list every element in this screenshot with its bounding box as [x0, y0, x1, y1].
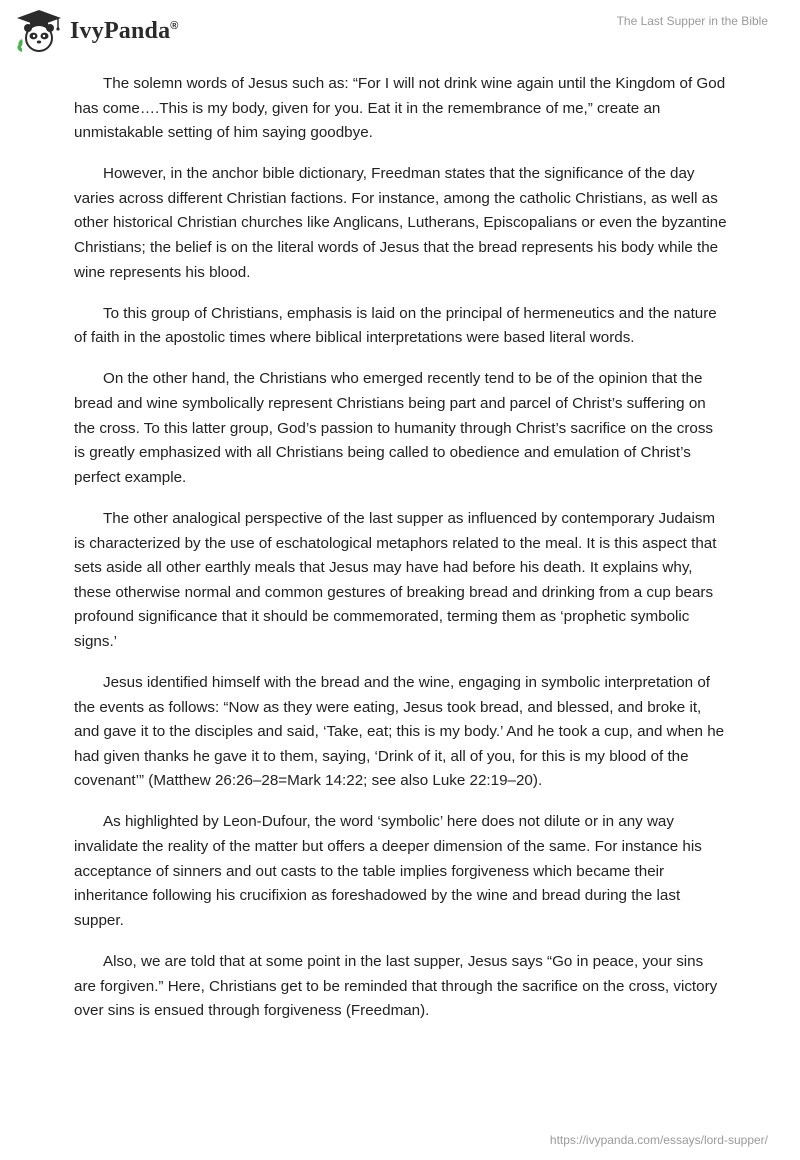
paragraph: However, in the anchor bible dictionary, Freedman states that the significance of the day varies across different Christian factions. For instance, among the catholic Christians, as well as other historical Christian churches like Anglicans, Lutherans, Episcopalians or even the byzantine Christians; the belief is on the literal words of Jesus that the bread represents his body while the wine represents his blood. — [74, 165, 727, 281]
essay-body — [74, 72, 728, 1040]
paragraph: On the other hand, the Christians who emerged recently tend to be of the opinion that the bread and wine symbolically represent Christians being part and parcel of Christ’s suffering on the cross. To this latter group, God’s passion to humanity through Christ’s sacrifice on the cross is greatly emphasized with all Christians being called to obedience and emulation of Christ’s perfect example. — [74, 370, 714, 486]
paragraph: The solemn words of Jesus such as: “For I will not drink wine again until the Kingdom of God has come….This is my body, given for you. Eat it in the remembrance of me,” create an unmistakable setting of him saying goodbye. — [74, 75, 726, 142]
source-url[interactable]: https://ivypanda.com/essays/lord-supper/ — [549, 1133, 768, 1147]
paragraph: Also, we are told that at some point in the last supper, Jesus says “Go in peace, your sins are forgiven.” Here, Christians get to be reminded that through the sacrifice on the cross, victory over sins is ensued through forgiveness (Freedman). — [74, 952, 718, 1020]
page-header — [0, 0, 800, 64]
paragraph: To this group of Christians, emphasis is laid on the principal of hermeneutics and the nature of faith in the apostolic times where biblical interpretations were based literal words. — [74, 304, 717, 347]
paragraph: The other analogical perspective of the last supper as influenced by contemporary Judaism is characterized by the use of eschatological metaphors related to the meal. It is this aspect that sets aside all other earthly meals that Jesus may have had before his death. It explains why, these otherwise normal and common gestures of breaking bread and drinking from a cup bears profound significance that it should be commemorated, terming them as ‘prophetic symbolic signs.’ — [74, 509, 717, 650]
brand-name: IvyPanda® — [70, 17, 179, 44]
panda-graduation-cap-icon — [14, 8, 64, 54]
document-title: The Last Supper in the Bible — [616, 14, 768, 28]
paragraph: As highlighted by Leon-Dufour, the word ‘symbolic’ here does not dilute or in any way invalidate the reality of the matter but offers a deeper dimension of the same. For instance his acceptance of sinners and out casts to the table implies forgiveness which became their inheritance following his crucifixion as foreshadowed by the wine and bread during the last supper. — [74, 813, 702, 929]
ivypanda-logo[interactable] — [14, 8, 179, 54]
paragraph: Jesus identified himself with the bread and the wine, engaging in symbolic interpretation of the events as follows: “Now as they were eating, Jesus took bread, and blessed, and broke it, and gave it to the disciples and said, ‘Take, eat; this is my body.’ And he took a cup, and when he had given thanks he gave it to them, saying, ‘Drink of it, all of you, for this is my blood of the covenant’” (Matthew 26:26–28=Mark 14:22; see also Luke 22:19–20). — [74, 673, 725, 790]
registered-mark: ® — [170, 19, 179, 32]
